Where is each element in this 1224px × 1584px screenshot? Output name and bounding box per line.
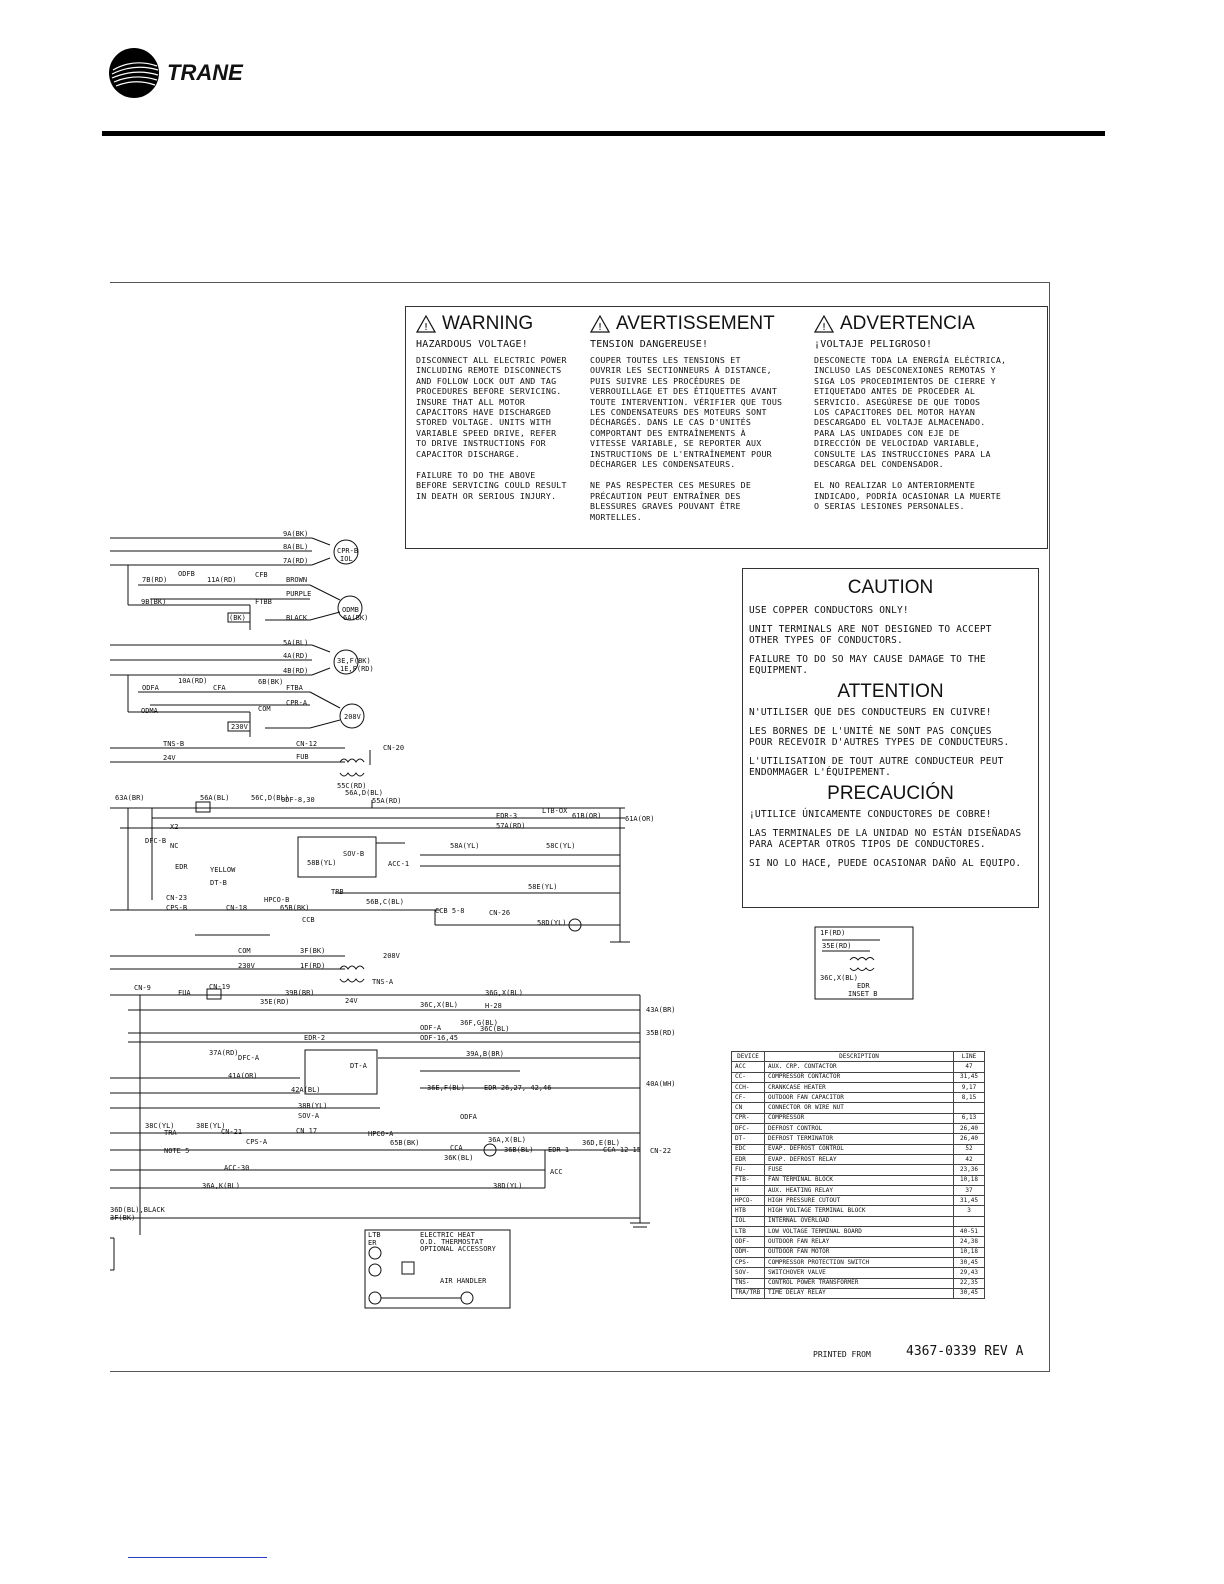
wire-label: 10A(RD) [178,677,208,685]
legend-row [732,1062,985,1072]
legend-cell-device: SOV- [732,1268,765,1278]
wire-label: DFC-B [145,837,167,845]
wire-label: 58E(YL) [528,883,558,891]
wire-label: EDR-2 [304,1034,326,1042]
wire-label: 1F(RD) [300,962,326,970]
legend-cell-device: EDR [732,1154,765,1164]
legend-cell-line: 29,43 [954,1268,985,1278]
wire-label: ACC [550,1168,563,1176]
legend-cell-device: FU- [732,1165,765,1175]
printed-from-label: PRINTED FROM [813,1350,871,1359]
wire-label: 36K(BL) [444,1154,474,1162]
wire-label: CN-9 [134,984,151,992]
wire-label: 38C(YL) [145,1122,175,1130]
legend-cell-description: EVAP. DEFROST CONTROL [765,1144,954,1154]
wire-label: TNS-B [163,740,185,748]
legend-cell-line: 10,18 [954,1247,985,1257]
caution-line: USE COPPER CONDUCTORS ONLY! [749,605,909,616]
legend-row [732,1237,985,1247]
attention-line: N'UTILISER QUE DES CONDUCTEURS EN CUIVRE! [749,707,992,718]
legend-cell-line: 37 [954,1185,985,1195]
wire-label: CPS-B [166,904,188,912]
wire-label: CFA [213,684,226,692]
legend-cell-description: AUX. HEATING RELAY [765,1185,954,1195]
wire-label: 43A(BR) [646,1006,676,1014]
wire-label: ACC-30 [224,1164,250,1172]
wire-label: 39B(BR) [285,989,315,997]
wire-label: EDR-26,27, 42,46 [484,1084,552,1092]
legend-cell-description: COMPRESSOR PROTECTION SWITCH [765,1257,954,1267]
legend-header-device: DEVICE [732,1052,765,1062]
wire-label: ODMA [141,707,158,715]
wire-label: ODF-8,30 [281,796,315,804]
legend-row [732,1196,985,1206]
legend-cell-device: FTB- [732,1175,765,1185]
inset-label: AIR HANDLER [440,1277,487,1285]
warning-subtitle: TENSION DANGEREUSE! [590,339,709,350]
legend-cell-device: ODF- [732,1237,765,1247]
legend-cell-device: CN [732,1103,765,1113]
wire-label: CFB [255,571,268,579]
legend-row [732,1175,985,1185]
legend-cell-line: 26,40 [954,1134,985,1144]
wire-label: ODFA [142,684,159,692]
wire-label: CN 17 [296,1127,318,1135]
legend-row [732,1113,985,1123]
legend-cell-device: TNS- [732,1278,765,1288]
svg-text:!: ! [596,322,604,333]
legend-row [732,1247,985,1257]
wire-label: 6B(BK) [258,678,284,686]
wire-label: 38B(YL) [298,1102,328,1110]
legend-row [732,1154,985,1164]
warning-body: DESCONECTE TODA LA ENERGÍA ELÉCTRICA, INCLUSO LAS DESCONEXIONES REMOTAS Y SIGA LOS PROCEDIMIENTOS DE CIERRE Y ETIQUETADO ANTES DE PROCEDER AL SERVICIO. ASEGÚRESE DE QUE TODOS LOS CAPACITORES DEL MOTOR HAYAN DESCARGADO EL VOLTAJE ALMACENADO. PARA LAS UNIDADES CON EJE DE DIRECCIÓN DE VELOCIDAD VARIABLE, CONSULTE LAS INSTRUCCIONES PARA LA DESCARGA DEL CONDENSADOR. [814,355,1007,470]
legend-cell-device: HPCO- [732,1196,765,1206]
legend-cell-device: ODM- [732,1247,765,1257]
wire-label: 36A,X(BL) [488,1136,526,1144]
legend-cell-description: OUTDOOR FAN CAPACITOR [765,1093,954,1103]
wire-label: 24V [345,997,358,1005]
legend-cell-line: 22,35 [954,1278,985,1288]
legend-cell-line: 26,40 [954,1124,985,1134]
wire-label: DT-B [210,879,227,887]
svg-text:!: ! [422,322,430,333]
legend-cell-line: 8,15 [954,1093,985,1103]
wire-label: FUA [178,989,191,997]
legend-row [732,1072,985,1082]
legend-cell-device: CCH- [732,1082,765,1092]
legend-cell-description: COMPRESSOR CONTACTOR [765,1072,954,1082]
brand-wordmark: TRANE [167,60,243,85]
legend-row [732,1268,985,1278]
legend-cell-line: 31,45 [954,1072,985,1082]
legend-cell-line: 6,13 [954,1113,985,1123]
legend-cell-description: FAN TERMINAL BLOCK [765,1175,954,1185]
legend-cell-line: 24,38 [954,1237,985,1247]
legend-header-row [732,1052,985,1062]
wire-label: CPS-A [246,1138,268,1146]
legend-row [732,1257,985,1267]
legend-cell-description: CONTROL POWER TRANSFORMER [765,1278,954,1288]
wire-label: 24V [163,754,176,762]
wire-label: TRA [164,1129,177,1137]
legend-cell-description: SWITCHOVER VALVE [765,1268,954,1278]
wire-label: 65B(BK) [390,1139,420,1147]
wire-label: BROWN [286,576,308,584]
caution-line: FAILURE TO DO SO MAY CAUSE DAMAGE TO THE EQUIPMENT. [749,654,986,676]
wire-label: 7B(RD) [142,576,168,584]
legend-cell-description: HIGH PRESSURE CUTOUT [765,1196,954,1206]
inset-label: O.D. THERMOSTAT [420,1238,484,1246]
legend-row [732,1227,985,1237]
wire-label: EDR [175,863,188,871]
wire-label: CCB 5-8 [435,907,465,915]
wire-label: 58A(YL) [450,842,480,850]
legend-cell-description: CONNECTOR OR WIRE NUT [765,1103,954,1113]
wire-label: 35B(RD) [646,1029,676,1037]
wire-label: H-28 [485,1002,502,1010]
wire-label: 6A(BK) [343,614,369,622]
wire-label: 11A(RD) [207,576,237,584]
legend-row [732,1103,985,1113]
caution-line: UNIT TERMINALS ARE NOT DESIGNED TO ACCEPT OTHER TYPES OF CONDUCTORS. [749,624,992,646]
wire-label: 55A(RD) [372,797,402,805]
legend-cell-line: 31,45 [954,1196,985,1206]
legend-cell-device: CPS- [732,1257,765,1267]
wire-label: ODF-16,45 [420,1034,458,1042]
legend-cell-device: LTB [732,1227,765,1237]
wire-label: 56C,D(BL) [251,794,289,802]
wire-label: 41A(OR) [228,1072,258,1080]
wire-label: 36A,K(BL) [202,1182,240,1190]
legend-cell-line: 40-51 [954,1227,985,1237]
warning-title: ADVERTENCIA [840,313,975,334]
wire-label: COM [238,947,251,955]
attention-line: LES BORNES DE L'UNITÉ NE SONT PAS CONÇUES POUR RECEVOIR D'AUTRES TYPES DE CONDUCTEURS. [749,726,1010,748]
wire-label: IOL [340,555,353,563]
wire-label: NC [170,842,179,850]
precaucion-line: ¡UTILICE ÚNICAMENTE CONDUCTORES DE COBRE! [749,809,992,820]
wire-label: 61B(OR) [572,812,602,820]
wire-label: 9B(BK) [141,598,167,606]
caution-title: CAUTION [847,577,934,598]
wire-label: 36D,E(BL) [582,1139,620,1147]
wire-label: 42A(BL) [291,1086,321,1094]
document-number: 4367-0339 REV A [906,1344,1024,1359]
wire-label: LTB [368,1231,381,1239]
legend-row [732,1124,985,1134]
legend-row [732,1165,985,1175]
wire-label: CN-26 [489,909,511,917]
wire-label: 36G,X(BL) [485,989,523,997]
warning-footer: NE PAS RESPECTER CES MESURES DE PRÉCAUTION PEUT ENTRAÎNER DES BLESSURES GRAVES POUVANT ÊTRE MORTELLES. [590,480,752,522]
wire-label: HPCO-A [368,1130,394,1138]
wire-label: CN-18 [226,904,248,912]
wire-label: COM [258,705,271,713]
legend-cell-device: TRA/TRB [732,1288,765,1298]
wire-label: 36B(BL) [504,1146,534,1154]
wire-label: 7A(RD) [283,557,309,565]
wire-label: 36C,X(BL) [820,974,858,982]
legend-cell-line: 47 [954,1062,985,1072]
legend-row [732,1082,985,1092]
wire-label: 40A(WH) [646,1080,676,1088]
wire-label: TRB [331,888,344,896]
wire-label: CN-20 [383,744,405,752]
wire-label: 58C(YL) [546,842,576,850]
wire-label: CN-22 [650,1147,672,1155]
legend-header-line: LINE [954,1052,985,1062]
wire-label: 230V [238,962,255,970]
legend-cell-line: 10,18 [954,1175,985,1185]
legend-cell-description: OUTDOOR FAN MOTOR [765,1247,954,1257]
wire-label: 36E,F(BL) [427,1084,465,1092]
legend-cell-device: HTB [732,1206,765,1216]
wire-label: HPCO-B [264,896,290,904]
wire-label: 4B(RD) [283,667,309,675]
wire-label: 3E,F(BK) [337,657,371,665]
wire-label: SOV-B [343,850,365,858]
legend-cell-description: TIME DELAY RELAY [765,1288,954,1298]
wire-label: 36D(BL),BLACK [110,1206,165,1214]
legend-cell-device: ACC [732,1062,765,1072]
precaucion-line: SI NO LO HACE, PUEDE OCASIONAR DAÑO AL EQUIPO. [749,858,1022,869]
wire-label: 8A(BL) [283,543,309,551]
legend-cell-description: AUX. CRP. CONTACTOR [765,1062,954,1072]
wire-label: DFC-A [238,1054,260,1062]
legend-row [732,1185,985,1195]
wire-label: FTBB [255,598,272,606]
wire-label: CPR-B [337,547,359,555]
warning-subtitle: ¡VOLTAJE PELIGROSO! [814,339,933,350]
wire-label: ACC-1 [388,860,410,868]
legend-cell-line: 3 [954,1206,985,1216]
legend-cell-description: FUSE [765,1165,954,1175]
wire-label: 230V [231,723,248,731]
wire-label: (BK) [229,614,246,622]
wire-label: DT-A [350,1062,367,1070]
legend-cell-device: H [732,1185,765,1195]
wire-label: 9A(BK) [283,530,309,538]
attention-line: L'UTILISATION DE TOUT AUTRE CONDUCTEUR PEUT ENDOMMAGER L'ÉQUIPEMENT. [749,756,1004,778]
wire-label: FUB [296,753,309,761]
wire-label: ODMB [342,606,359,614]
wire-label: 3F(BK) [110,1214,136,1222]
legend-cell-line [954,1216,985,1226]
legend-cell-description: COMPRESSOR [765,1113,954,1123]
legend-cell-line: 9,17 [954,1082,985,1092]
wire-label: 36C(BL) [480,1025,510,1033]
wire-label: 4A(RD) [283,652,309,660]
wire-label: 38E(YL) [196,1122,226,1130]
warning-subtitle: HAZARDOUS VOLTAGE! [416,339,528,350]
wire-label: 37A(RD) [209,1049,239,1057]
footer-link-line [128,1557,267,1558]
wire-label: CN-21 [221,1128,243,1136]
legend-cell-line [954,1103,985,1113]
wire-label: SOV-A [298,1112,320,1120]
wire-label: 56A(BL) [200,794,230,802]
legend-cell-description: DEFROST TERMINATOR [765,1134,954,1144]
wire-label: LTB-OX [542,807,568,815]
wire-label: NOTE 5 [164,1147,190,1155]
wire-label: 208V [344,713,361,721]
inset-label: OPTIONAL ACCESSORY [420,1245,496,1253]
wire-label: CCA 12-15 [603,1146,641,1154]
legend-row [732,1216,985,1226]
inset-label: ELECTRIC HEAT [420,1231,475,1239]
wire-label: 39A,B(BR) [466,1050,504,1058]
legend-row [732,1093,985,1103]
legend-cell-device: CC- [732,1072,765,1082]
legend-header-description: DESCRIPTION [765,1052,954,1062]
wire-label: ODFA [460,1113,477,1121]
wire-label: EDR-3 [496,812,518,820]
warning-title: AVERTISSEMENT [616,313,775,334]
wire-label: ODFB [178,570,195,578]
wire-label: ODF-A [420,1024,442,1032]
svg-text:!: ! [820,322,828,333]
legend-cell-device: IOL [732,1216,765,1226]
wire-label: 36C,X(BL) [420,1001,458,1009]
legend-cell-description: DEFROST CONTROL [765,1124,954,1134]
wire-label: 5A(BL) [283,639,309,647]
legend-row [732,1134,985,1144]
legend-cell-line: 30,45 [954,1288,985,1298]
wire-label: 55C(RD) [337,782,367,790]
wire-label: CN-23 [166,894,188,902]
wire-label: 56B,C(BL) [366,898,404,906]
wire-label: 61A(OR) [625,815,655,823]
warning-title: WARNING [442,313,534,334]
precaucion-line: LAS TERMINALES DE LA UNIDAD NO ESTÁN DISEÑADAS PARA ACEPTAR OTROS TIPOS DE CONDUCTORES. [749,828,1022,850]
wire-label: 56A,D(BL) [345,789,383,797]
wire-label: 35E(RD) [260,998,290,1006]
wire-label: 58D(YL) [537,919,567,927]
warning-body: DISCONNECT ALL ELECTRIC POWER INCLUDING REMOTE DISCONNECTS AND FOLLOW LOCK OUT AND TAG PROCEDURES BEFORE SERVICING. INSURE THAT ALL MOTOR CAPACITORS HAVE DISCHARGED STORED VOLTAGE. UNITS WITH VARIABLE SPEED DRIVE, REFER TO DRIVE INSTRUCTIONS FOR CAPACITOR DISCHARGE. [416,355,567,459]
wire-label: 63A(BR) [115,794,145,802]
wire-label: CN-19 [209,983,231,991]
legend-row [732,1278,985,1288]
wire-label: EDR [857,982,870,990]
wire-label: 65B(BK) [280,904,310,912]
device-legend-table [731,1051,985,1299]
legend-cell-line: 52 [954,1144,985,1154]
legend-cell-device: CPR- [732,1113,765,1123]
wire-label: 57A(RD) [496,822,526,830]
legend-cell-line: 23,36 [954,1165,985,1175]
wire-label: EDR-1 [548,1146,570,1154]
legend-row [732,1288,985,1298]
wire-label: X2 [170,823,179,831]
precaucion-title: PRECAUCIÓN [827,783,954,804]
legend-cell-description: INTERNAL OVERLOAD [765,1216,954,1226]
legend-cell-description: EVAP. DEFROST RELAY [765,1154,954,1164]
legend-cell-device: EDC [732,1144,765,1154]
wire-label: PURPLE [286,590,312,598]
legend-cell-line: 30,45 [954,1257,985,1267]
wire-label: FTBA [286,684,303,692]
wire-label: YELLOW [210,866,236,874]
wire-label: 36F,G(BL) [460,1019,498,1027]
wire-label: 3F(BK) [300,947,326,955]
warning-body: COUPER TOUTES LES TENSIONS ET OUVRIR LES SECTIONNEURS À DISTANCE, PUIS SUIVRE LES PROCÉDURES DE VERROUILLAGE ET DES ÉTIQUETTES AVANT TOUTE INTERVENTION. VÉRIFIER QUE TOUS LES CONDENSATEURS DES MOTEURS SONT DÉCHARGÉS. DANS LE CAS D'UNITÉS COMPORTANT DES ENTRAÎNEMENTS À VITESSE VARIABLE, SE REPORTER AUX INSTRUCTIONS DE L'ENTRAÎNEMENT POUR DÉCHARGER LES CONDENSATEURS. [590,355,783,470]
wire-label: 1E,F(RD) [340,665,374,673]
wire-label: 38D(YL) [493,1182,523,1190]
wire-label: CN-12 [296,740,318,748]
wire-label: 58B(YL) [307,859,337,867]
warning-footer: FAILURE TO DO THE ABOVE BEFORE SERVICING COULD RESULT IN DEATH OR SERIOUS INJURY. [416,470,567,501]
warning-footer: EL NO REALIZAR LO ANTERIORMENTE INDICADO, PODRÍA OCASIONAR LA MUERTE O SERIAS LESIONES PERSONALES. [814,480,1002,512]
legend-cell-description: LOW VOLTAGE TERMINAL BOARD [765,1227,954,1237]
wire-label: TNS-A [372,978,394,986]
legend-cell-device: CF- [732,1093,765,1103]
wire-label: CPR-A [286,699,308,707]
wire-label: 1F(RD) [820,929,846,937]
legend-cell-description: OUTDOOR FAN RELAY [765,1237,954,1247]
legend-cell-device: DT- [732,1134,765,1144]
wire-label: CCB [302,916,315,924]
inset-label: INSET B [848,990,878,998]
legend-row [732,1206,985,1216]
legend-cell-description: HIGH VOLTAGE TERMINAL BLOCK [765,1206,954,1216]
attention-title: ATTENTION [837,681,944,702]
wire-label: CCA [450,1144,463,1152]
legend-cell-description: CRANKCASE HEATER [765,1082,954,1092]
wire-label: 35E(RD) [822,942,852,950]
legend-cell-line: 42 [954,1154,985,1164]
wire-label: 208V [383,952,400,960]
wire-label: BLACK [286,614,308,622]
wire-label: ER [368,1239,377,1247]
legend-row [732,1144,985,1154]
legend-cell-device: DFC- [732,1124,765,1134]
